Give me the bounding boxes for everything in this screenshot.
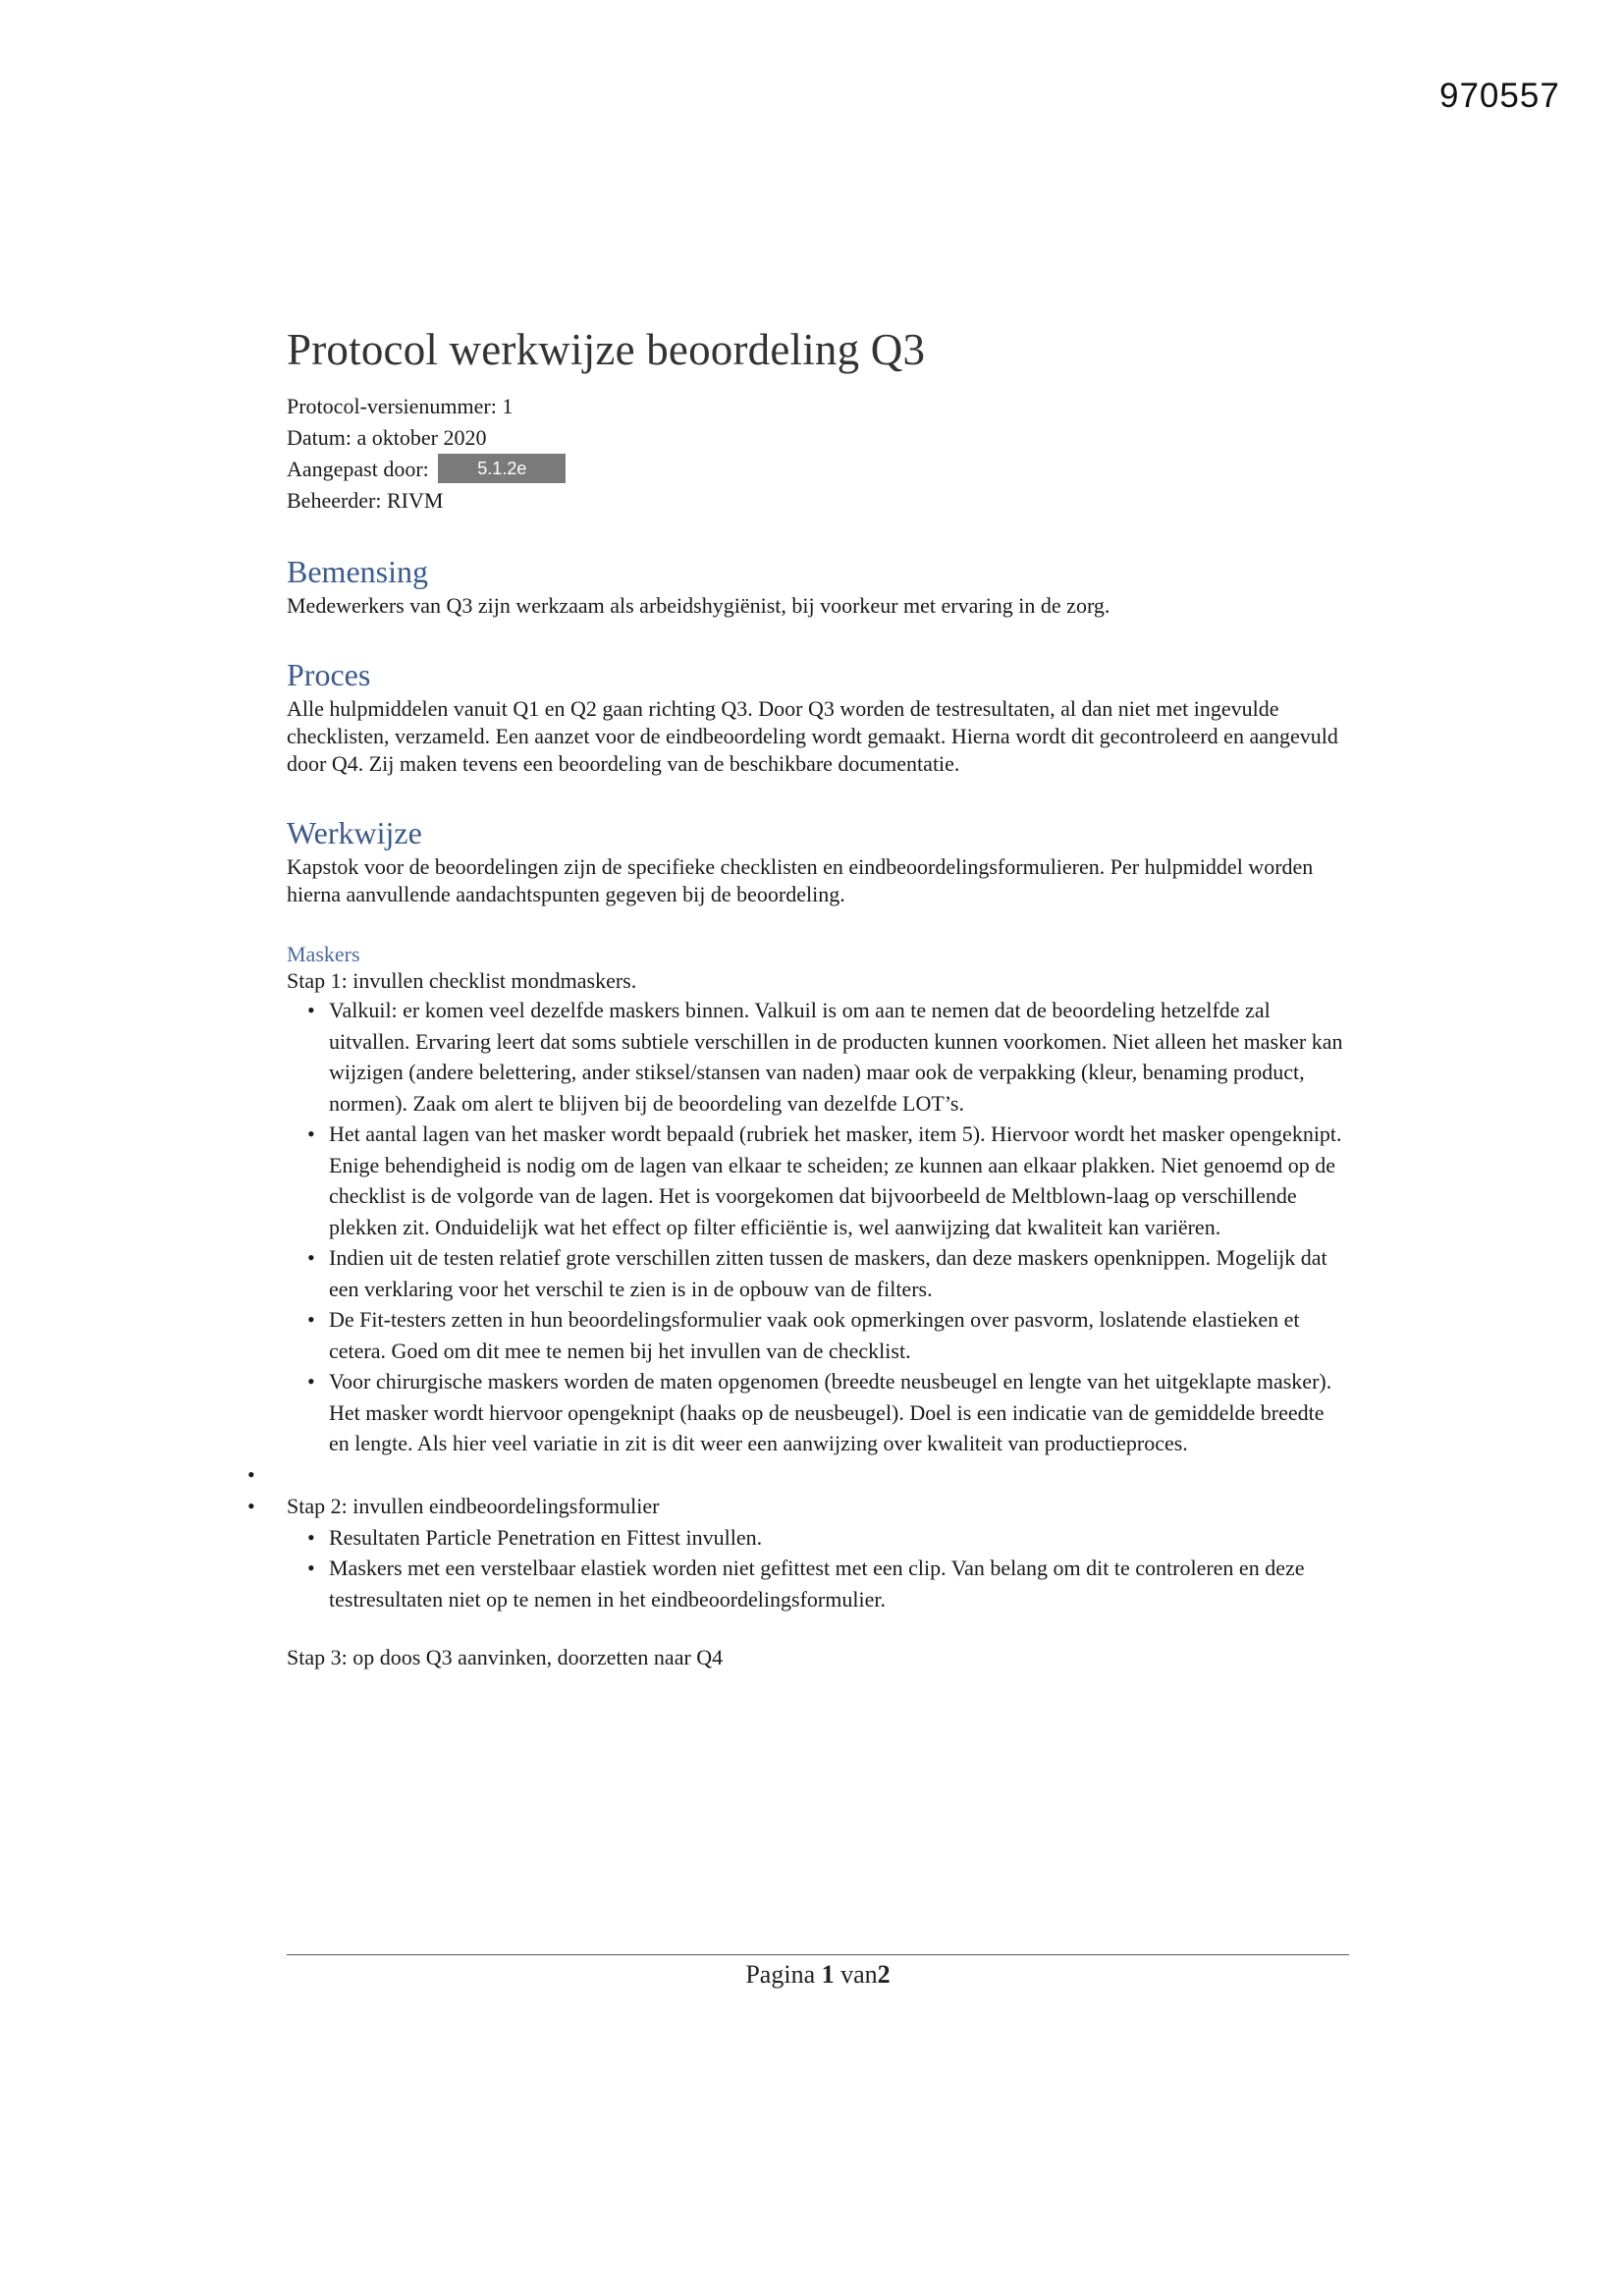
bullet-icon: • — [307, 1369, 315, 1394]
manager-line: Beheerder: RIVM — [287, 488, 444, 513]
bullet-icon: • — [307, 1556, 315, 1580]
redaction-box: 5.1.2e — [438, 454, 566, 483]
document-title: Protocol werkwijze beoordeling Q3 — [287, 325, 926, 374]
step-3: Stap 3: op doos Q3 aanvinken, doorzetten naar Q4 — [287, 1645, 724, 1669]
list-item: • De Fit-testers zetten in hun beoordelingsformulier vaak ook opmerkingen over pasvorm, loslatende elastieken et cetera. Goed om dit mee te nemen bij het invullen van de checklist. — [287, 1304, 1349, 1366]
bullet-icon: • — [307, 1121, 315, 1146]
version-line: Protocol-versienummer: 1 — [287, 394, 514, 418]
step-1-list — [287, 995, 1349, 1459]
list-item: • Resultaten Particle Penetration en Fittest invullen. — [287, 1522, 1349, 1554]
step-1: Stap 1: invullen checklist mondmaskers. — [287, 968, 637, 993]
bullet-icon: • — [307, 1307, 315, 1332]
page-label: Pagina — [745, 1960, 816, 1989]
heading-maskers: Maskers — [287, 942, 360, 966]
page-total: 2 — [877, 1960, 891, 1989]
paragraph-bemensing: Medewerkers van Q3 zijn werkzaam als arbeidshygiënist, bij voorkeur met ervaring in de zorg. — [287, 593, 1110, 618]
list-item: • Het aantal lagen van het masker wordt bepaald (rubriek het masker, item 5). Hiervoor wordt het masker opengeknipt. Enige behendigheid is nodig om de lagen van elkaar te scheiden; ze kunnen aan elkaar plakken. Niet genoemd op de checklist is de volgorde van de lagen. Het is voorgekomen dat bijvoorbeeld de Meltblown-laag op verschillende plekken zit. Onduidelijk wat het effect op filter efficiëntie is, wel aanwijzing dat kwaliteit kan variëren. — [287, 1119, 1349, 1242]
bullet-icon: • — [247, 1493, 255, 1518]
bullet-icon: • — [307, 1245, 315, 1270]
list-item: • Valkuil: er komen veel dezelfde maskers binnen. Valkuil is om aan te nemen dat de beoordeling hetzelfde zal uitvallen. Ervaring leert dat soms subtiele verschillen in de producten kunnen voorkomen. Niet alleen het masker kan wijzigen (andere belettering, ander stiksel/stansen van naden) maar ook de verpakking (kleur, benaming product, normen). Zaak om alert te blijven bij de beoordeling van dezelfde LOT’s. — [287, 995, 1349, 1119]
document-page — [247, 324, 1349, 1693]
heading-proces: Proces — [287, 657, 371, 692]
empty-bullet — [247, 1459, 1349, 1491]
heading-werkwijze: Werkwijze — [287, 815, 422, 850]
document-id: 970557 — [1439, 77, 1560, 115]
list-item: • Maskers met een verstelbaar elastiek worden niet gefittest met een clip. Van belang om dit te controleren en deze testresultaten niet op te nemen in het eindbeoordelingsformulier. — [287, 1553, 1349, 1614]
metadata-block — [287, 391, 1349, 517]
page-footer — [287, 1960, 1349, 1990]
bullet-icon: • — [307, 1524, 315, 1550]
step-2-list — [287, 1522, 1349, 1615]
page-number: 1 — [821, 1960, 835, 1989]
list-item: • Voor chirurgische maskers worden de maten opgenomen (breedte neusbeugel en lengte van het uitgeklapte masker). Het masker wordt hiervoor opengeknipt (haaks op de neusbeugel). Doel is een indicatie van de gemiddelde breedte en lengte. Als hier veel variatie in zit is dit weer een aanwijzing over kwaliteit van productieproces. — [287, 1366, 1349, 1459]
step-2: • Stap 2: invullen eindbeoordelingsformulier — [287, 1491, 1349, 1522]
heading-bemensing: Bemensing — [287, 554, 428, 589]
bullet-icon: • — [307, 998, 315, 1022]
footer-divider — [287, 1954, 1349, 1955]
modified-by-label: Aangepast door: — [287, 457, 429, 481]
of-label: van — [840, 1960, 878, 1989]
bullet-icon: • — [247, 1461, 255, 1487]
paragraph-werkwijze: Kapstok voor de beoordelingen zijn de specifieke checklisten en eindbeoordelingsformulieren. Per hulpmiddel worden hierna aanvullende aandachtspunten gegeven bij de beoordeling. — [287, 854, 1314, 906]
paragraph-proces: Alle hulpmiddelen vanuit Q1 en Q2 gaan richting Q3. Door Q3 worden de testresultaten, al dan niet met ingevulde checklisten, verzameld. Een aanzet voor de eindbeoordeling wordt gemaakt. Hierna wordt dit gecontroleerd en aangevuld door Q4. Zij maken tevens een beoordeling van de beschikbare documentatie. — [287, 696, 1338, 776]
date-line: Datum: a oktober 2020 — [287, 425, 487, 450]
modified-by-line — [287, 454, 1349, 485]
list-item: • Indien uit de testen relatief grote verschillen zitten tussen de maskers, dan deze maskers openknippen. Mogelijk dat een verklaring voor het verschil te zien is in de opbouw van de filters. — [287, 1242, 1349, 1304]
